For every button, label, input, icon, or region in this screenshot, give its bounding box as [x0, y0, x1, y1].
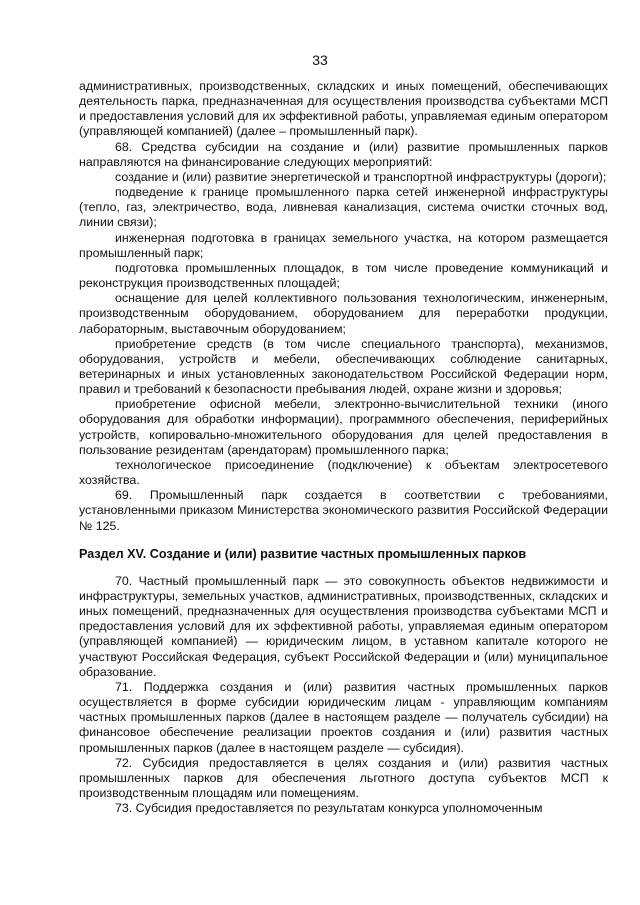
document-body — [79, 79, 608, 816]
paragraph: инженерная подготовка в границах земельного участка, на котором размещается промышленный парк; — [79, 230, 608, 260]
paragraph: 70. Частный промышленный парк — это совокупность объектов недвижимости и инфраструктуры, земельных участков, административных, производственных, складских и иных помещений, предназначенных для осуществления производства субъектами МСП и предоставления условий для их эффективной работы, управляемая единым оператором (управляющей компанией) — юридическим лицом, в уставном капитале которого не участвуют Российская Федерация, субъект Российской Федерации и (или) муниципальное образование. — [79, 573, 608, 679]
paragraph: 72. Субсидия предоставляется в целях создания и (или) развития частных промышленных парков для обеспечения льготного доступа субъектов МСП к производственным площадям или помещениям. — [79, 755, 608, 801]
page-number: 33 — [312, 52, 328, 68]
paragraph: 71. Поддержка создания и (или) развития частных промышленных парков осуществляется в форме субсидии юридическим лицам - управляющим компаниям частных промышленных парков (далее в настоящем разделе — получатель субсидии) на финансовое обеспечение реализации проектов создания и (или) развития частных промышленных парков (далее в настоящем разделе — субсидия). — [79, 679, 608, 755]
paragraph: административных, производственных, складских и иных помещений, обеспечивающих деятельность парка, предназначенная для осуществления производства субъектами МСП и предоставления условий для их эффективной работы, управляемая единым оператором (управляющей компанией) (далее – промышленный парк). — [79, 79, 608, 139]
section-heading: Раздел XV. Создание и (или) развитие частных промышленных парков — [79, 546, 527, 561]
paragraph: приобретение офисной мебели, электронно-вычислительной техники (иного оборудования для обработки информации), программного обеспечения, периферийных устройств, копировально-множительного оборудования для целей предоставления в пользование резидентам (арендаторам) промышленного парка; — [79, 397, 608, 457]
paragraph: 73. Субсидия предоставляется по результатам конкурса уполномоченным — [115, 801, 543, 816]
paragraph: подведение к границе промышленного парка сетей инженерной инфраструктуры (тепло, газ, электричество, вода, ливневая канализация, система очистки сточных вод, линии связи); — [79, 185, 608, 230]
paragraph: подготовка промышленных площадок, в том числе проведение коммуникаций и реконструкция производственных площадей; — [79, 260, 608, 291]
paragraph: 68. Средства субсидии на создание и (или) развитие промышленных парков направляются на финансирование следующих мероприятий: — [79, 139, 608, 169]
paragraph: оснащение для целей коллективного пользования технологическим, инженерным, производственным оборудованием, оборудованием для переработки продукции, лабораторным, выставочным оборудованием; — [79, 291, 608, 336]
paragraph: 69. Промышленный парк создается в соответствии с требованиями, установленными приказом Министерства экономического развития Российской Федерации № 125. — [79, 488, 608, 533]
paragraph: приобретение средств (в том числе специального транспорта), механизмов, оборудования, устройств и мебели, обеспечивающих соблюдение санитарных, ветеринарных и иных установленных законодательством Российской Федерации норм, правил и требований к безопасности пребывания людей, охране жизни и здоровья; — [79, 336, 608, 397]
paragraph: создание и (или) развитие энергетической и транспортной инфраструктуры (дороги); — [115, 169, 607, 184]
paragraph: технологическое присоединение (подключение) к объектам электросетевого хозяйства. — [79, 457, 608, 488]
